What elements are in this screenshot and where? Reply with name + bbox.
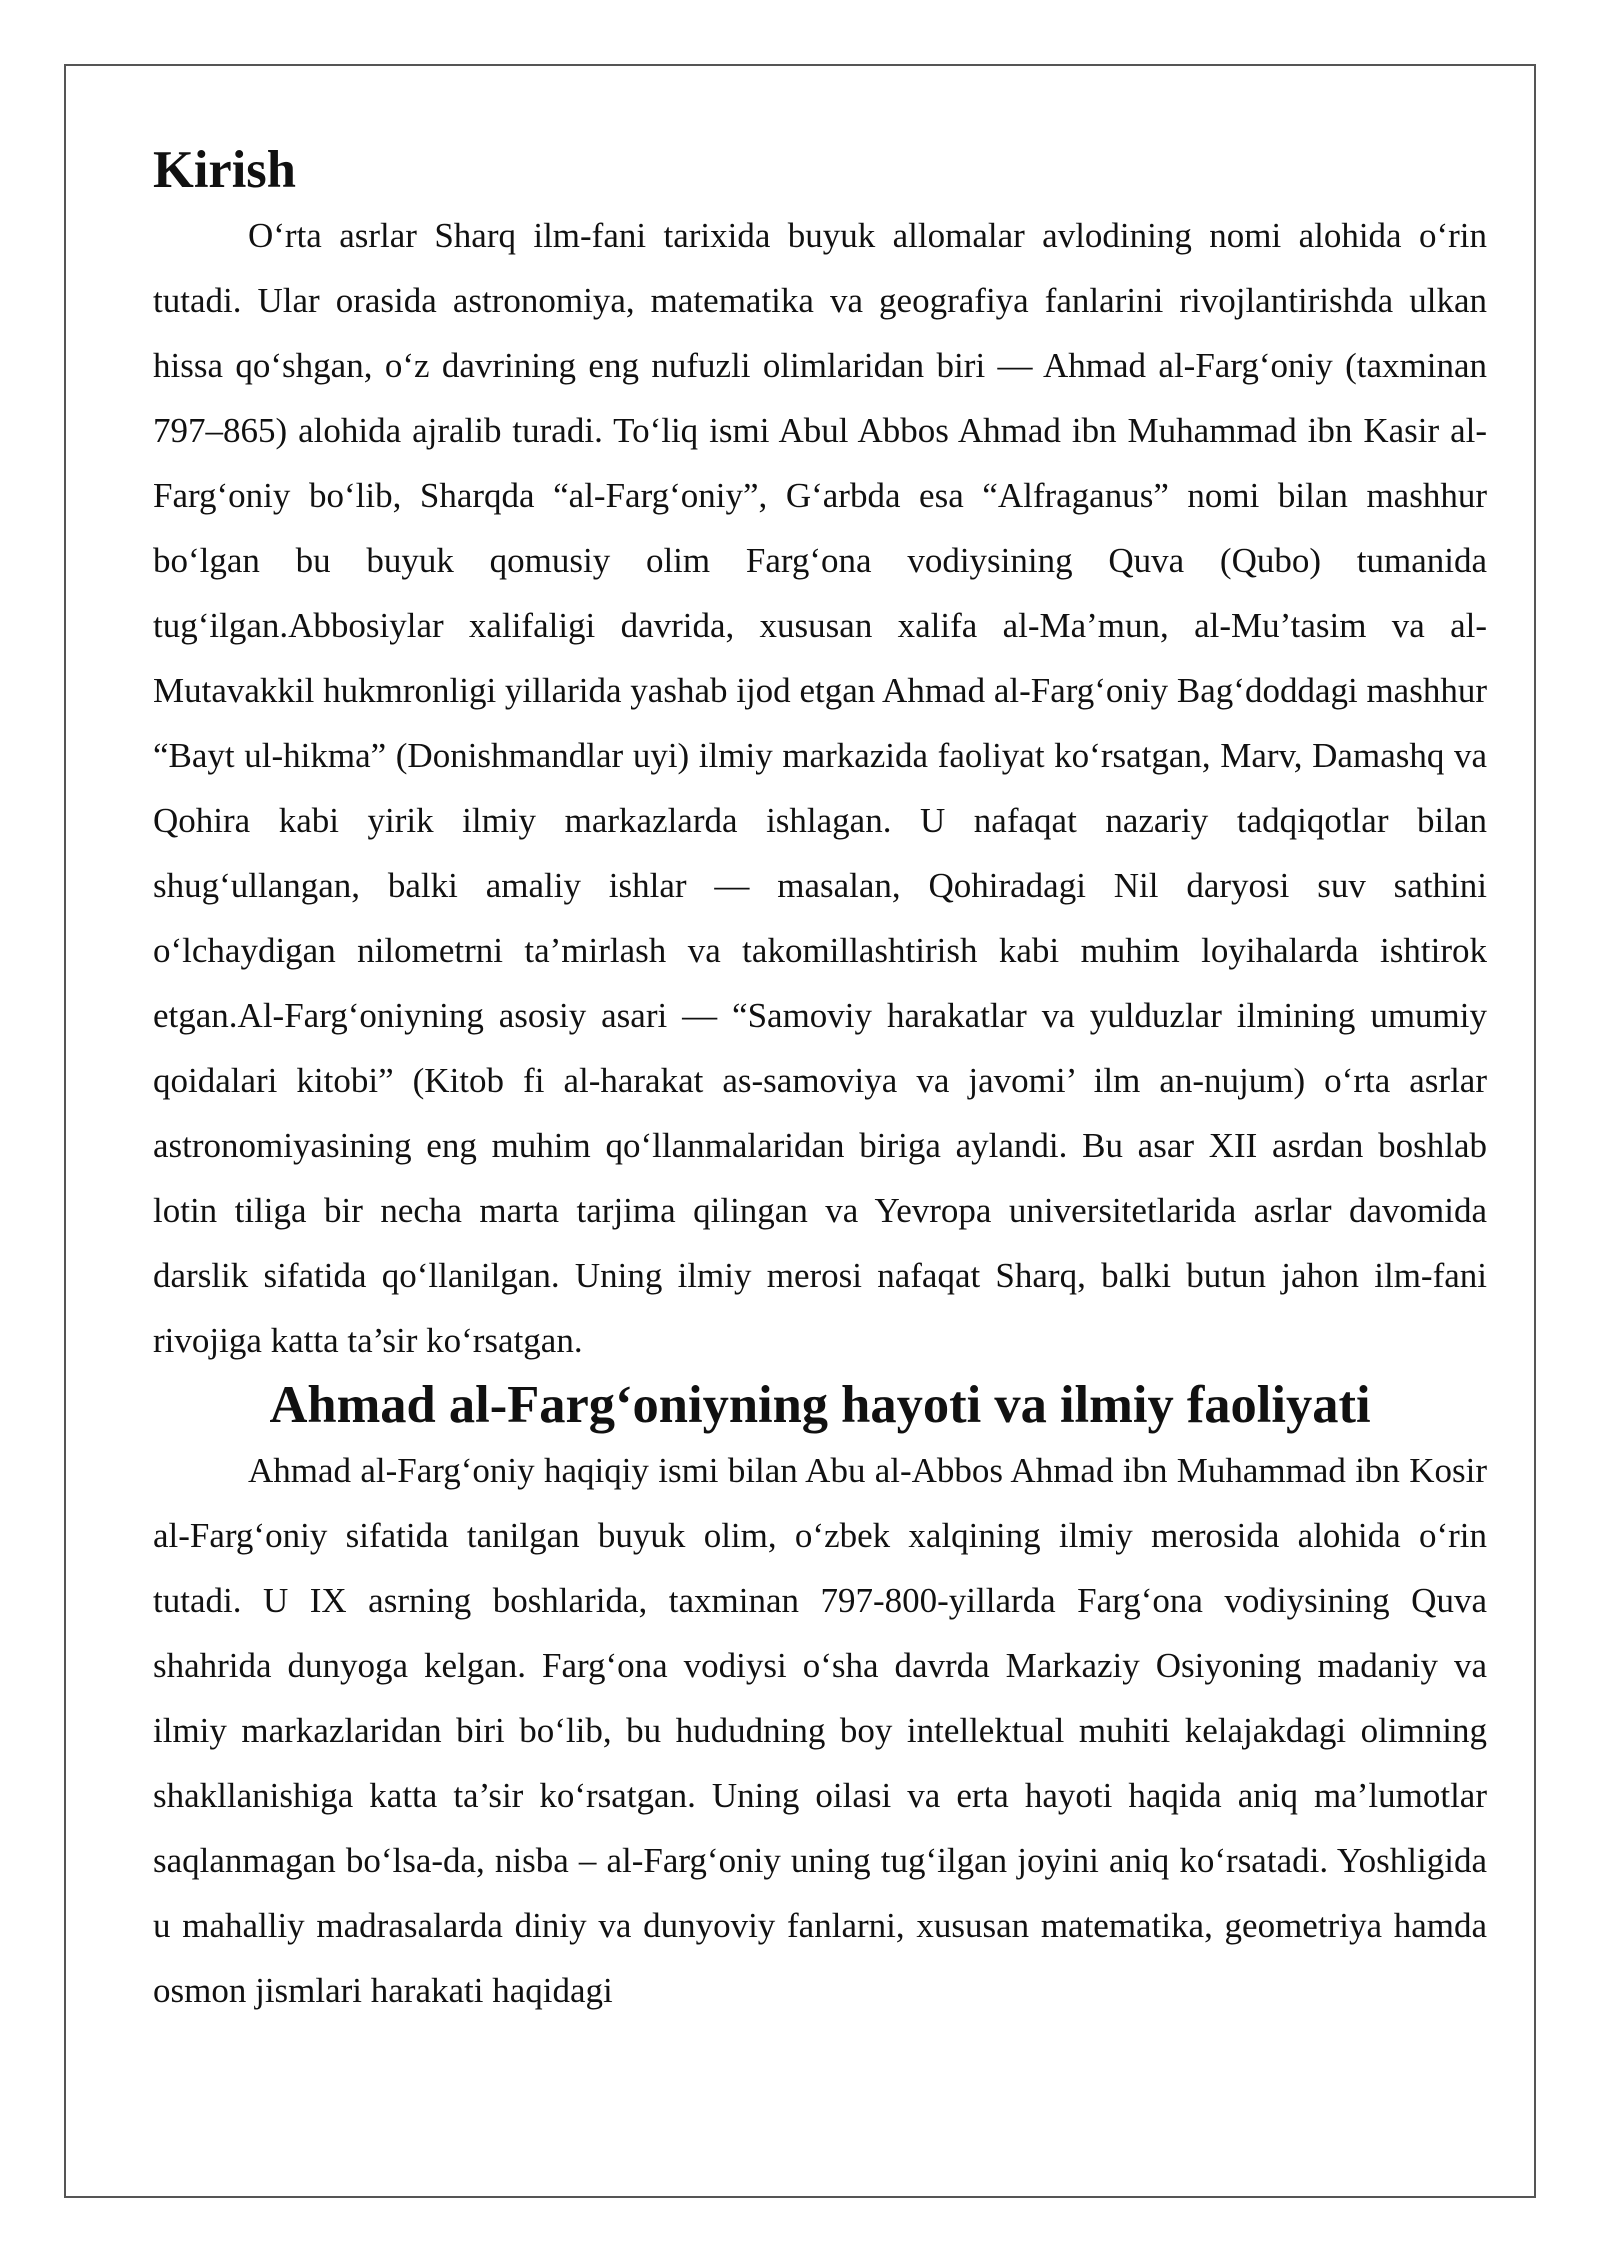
paragraph-intro: O‘rta asrlar Sharq ilm-fani tarixida buyuk allomalar avlodining nomi alohida o‘rin tutadi. Ular orasida astronomiya, matematika va geografiya fanlarini rivojlantirishda ulkan hissa qo‘shgan, o‘z davrining eng nufuzli olimlaridan biri — Ahmad al-Farg‘oniy (taxminan 797–865) alohida ajralib turadi. To‘liq ismi Abul Abbos Ahmad ibn Muhammad ibn Kasir al-Farg‘oniy bo‘lib, Sharqda “al-Farg‘oniy”, G‘arbda esa “Alfraganus” nomi bilan mashhur bo‘lgan bu buyuk qomusiy olim Farg‘ona vodiysining Quva (Qubo) tumanida tug‘ilgan.Abbosiylar xalifaligi davrida, xususan xalifa al-Ma’mun, al-Mu’tasim va al-Mutavakkil hukmronligi yillarida yashab ijod etgan Ahmad al-Farg‘oniy Bag‘doddagi mashhur “Bayt ul-hikma” (Donishmandlar uyi) ilmiy markazida faoliyat ko‘rsatgan, Marv, Damashq va Qohira kabi yirik ilmiy markazlarda ishlagan. U nafaqat nazariy tadqiqotlar bilan shug‘ullangan, balki amaliy ishlar — masalan, Qohiradagi Nil daryosi suv sathini o‘lchaydigan nilometrni ta’mirlash va takomillashtirish kabi muhim loyihalarda ishtirok etgan.Al-Farg‘oniyning asosiy asari — “Samoviy harakatlar va yulduzlar ilmining umumiy qoidalari kitobi” (Kitob fi al-harakat as-samoviya va javomi’ ilm an-nujum) o‘rta asrlar astronomiyasining eng muhim qo‘llanmalaridan biriga aylandi. Bu asar XII asrdan boshlab lotin tiliga bir necha marta tarjima qilingan va Yevropa universitetlarida asrlar davomida darslik sifatida qo‘llanilgan. Uning ilmiy merosi nafaqat Sharq, balki butun jahon ilm-fani rivojiga katta ta’sir ko‘rsatgan. — [153, 216, 1487, 1360]
section-heading-biography: Ahmad al-Farg‘oniyning hayoti va ilmiy faoliyati — [269, 1376, 1371, 1434]
document-body — [153, 138, 1487, 2023]
paragraph-biography: Ahmad al-Farg‘oniy haqiqiy ismi bilan Abu al-Abbos Ahmad ibn Muhammad ibn Kosir al-Farg‘oniy sifatida tanilgan buyuk olim, o‘zbek xalqining ilmiy merosida alohida o‘rin tutadi. U IX asrning boshlarida, taxminan 797-800-yillarda Farg‘ona vodiysining Quva shahrida dunyoga kelgan. Farg‘ona vodiysi o‘sha davrda Markaziy Osiyoning madaniy va ilmiy markazlaridan biri bo‘lib, bu hududning boy intellektual muhiti kelajakdagi olimning shakllanishiga katta ta’sir ko‘rsatgan. Uning oilasi va erta hayoti haqida aniq ma’lumotlar saqlanmagan bo‘lsa-da, nisba – al-Farg‘oniy uning tug‘ilgan joyini aniq ko‘rsatadi. Yoshligida u mahalliy madrasalarda diniy va dunyoviy fanlarni, xususan matematika, geometriya hamda osmon jismlari harakati haqidagi — [153, 1451, 1487, 2010]
section-heading-intro: Kirish — [153, 141, 296, 199]
